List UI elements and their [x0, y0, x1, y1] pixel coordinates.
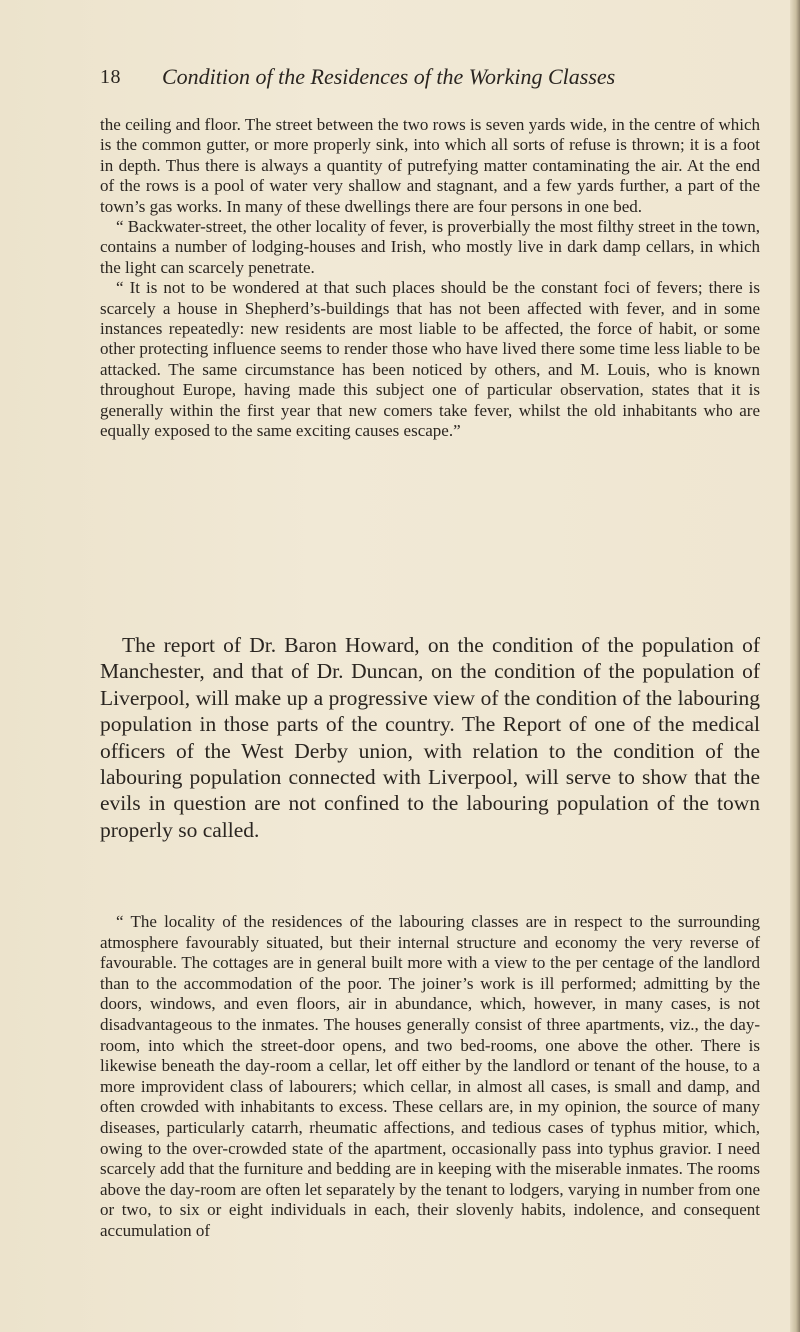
- page-header: [100, 66, 760, 92]
- main-narrative: [100, 632, 760, 843]
- paragraph: “ The locality of the residences of the labouring classes are in respect to the surrounding atmosphere favourably situated, but their internal structure and economy the very reverse of favourable. The cottages are in general built more with a view to the per centage of the landlord than to the accommodation of the poor. The joiner’s work is ill performed; admitting by the doors, windows, and even floors, air in abundance, which, however, in many cases, is not disadvantageous to the inmates. The houses generally consist of three apartments, viz., the day-room, into which the street-door opens, and two bed-rooms, one above the other. There is likewise beneath the day-room a cellar, let off either by the landlord or tenant of the house, to a more improvident class of labourers; which cellar, in almost all cases, is small and damp, and often crowded with inhabitants to excess. These cellars are, in my opinion, the source of many diseases, particularly catarrh, rheumatic affections, and tedious cases of typhus mitior, which, owing to the over-crowded state of the apartment, occasionally pass into typhus gravior. I need scarcely add that the furniture and bedding are in keeping with the miserable inmates. The rooms above the day-room are often let separately by the tenant to lodgers, varying in number from one or two, to six or eight individuals in each, their slovenly habits, indolence, and consequent accumulation of: [100, 912, 760, 1240]
- page-edge-shadow: [790, 0, 800, 1332]
- paragraph: the ceiling and floor. The street between the two rows is seven yards wide, in the centre of which is the common gutter, or more properly sink, into which all sorts of refuse is thrown; it is a foot in depth. Thus there is always a quantity of putrefying matter contaminating the air. At the end of the rows is a pool of water very shallow and stagnant, and a few yards further, a part of the town’s gas works. In many of these dwellings there are four persons in one bed.: [100, 115, 760, 216]
- quoted-report-excerpt: [100, 115, 760, 442]
- running-title: Condition of the Residences of the Working Classes: [162, 64, 616, 89]
- page-number: 18: [100, 66, 121, 88]
- paragraph: “ It is not to be wondered at that such places should be the constant foci of fevers; there is scarcely a house in Shepherd’s-buildings that has not been affected with fever, and in some instances repeatedly: new residents are most liable to be affected, the force of habit, or some other protecting influence seems to render those who have lived there some time less liable to be attacked. The same circumstance has been noticed by others, and M. Louis, who is known throughout Europe, having made this subject one of particular observation, states that it is generally within the first year that new comers take fever, whilst the old inhabitants who are equally exposed to the same exciting causes escape.”: [100, 278, 760, 441]
- paragraph: “ Backwater-street, the other locality of fever, is proverbially the most filthy street in the town, contains a number of lodging-houses and Irish, who mostly live in dark damp cellars, in which the light can scarcely penetrate.: [100, 217, 760, 277]
- paragraph: The report of Dr. Baron Howard, on the condition of the population of Manchester, and that of Dr. Duncan, on the condition of the population of Liverpool, will make up a progressive view of the condition of the labouring population in those parts of the country. The Report of one of the medical officers of the West Derby union, with relation to the condition of the labouring population connected with Liverpool, will serve to show that the evils in question are not confined to the labouring population of the town properly so called.: [100, 633, 760, 842]
- quoted-medical-officer-report: [100, 912, 760, 1242]
